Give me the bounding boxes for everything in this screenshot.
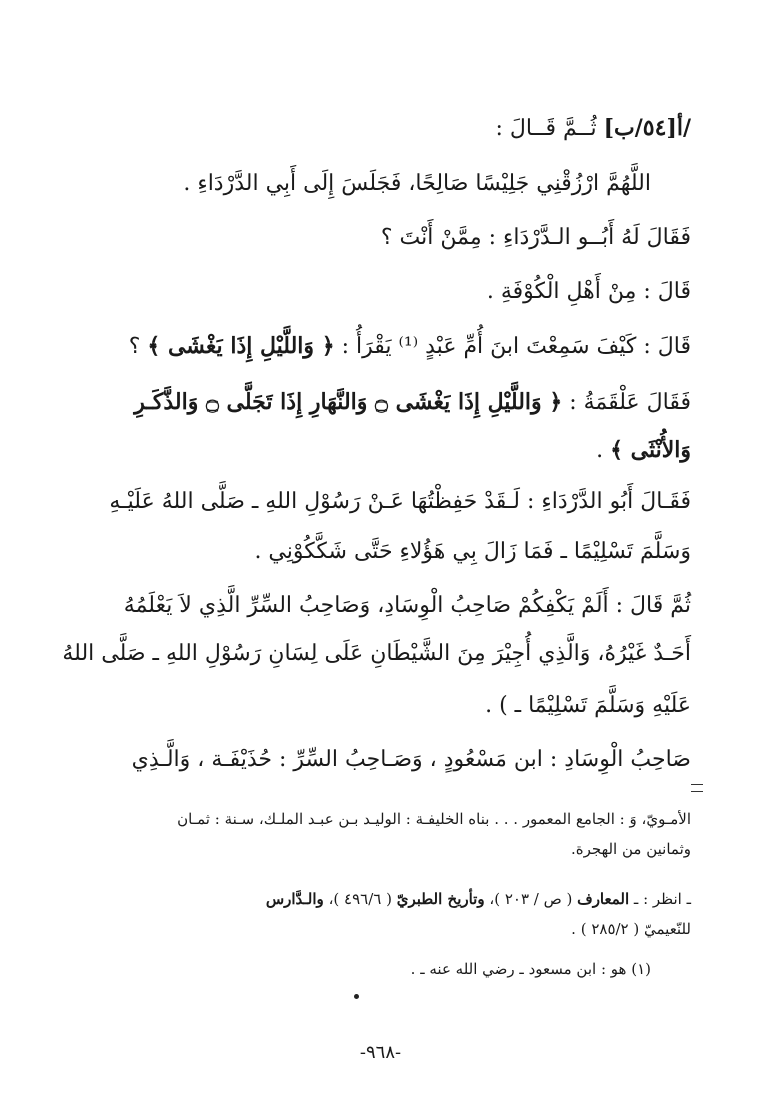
footnote-see: ـ انظر : ـ bbox=[629, 890, 691, 908]
body-line-10: ثُمَّ قَالَ : أَلَمْ يَكْفِكُمْ صَاحِبُ الْوِسَادِ، وَصَاحِبُ السِّرِّ الَّذِي لاَ يَعْلَمُهُ bbox=[123, 593, 691, 618]
source-title: المعارف bbox=[577, 890, 630, 908]
quran-quote: ﴿ وَاللَّيْلِ إِذَا يَغْشَى ۝ وَالنَّهَارِ إِذَا تَجَلَّى ۝ وَالذَّكَـرِ bbox=[134, 389, 563, 415]
body-line-7-end: . bbox=[596, 438, 611, 463]
body-line-6 bbox=[63, 386, 691, 419]
page-number: -٩٦٨- bbox=[359, 1042, 402, 1063]
source-title: والـدَّارس bbox=[265, 890, 324, 908]
source-ref: ( ص / ٢٠٣ )، bbox=[484, 890, 578, 908]
body-line-2: اللَّهُمَّ ارْزُقْنِي جَلِيْسًا صَالِحًا، فَجَلَسَ إِلَى أَبِي الدَّرْدَاءِ . bbox=[183, 171, 651, 196]
footnote-line-1: الأمـويّ، وَ : الجامع المعمور . . . بناه الخليفـة : الوليـد بـن عبـد الملـك، سـنة : ثمـان bbox=[177, 810, 691, 828]
source-ref: ( ٤٩٦/٦ )، bbox=[323, 890, 397, 908]
footnote-separator bbox=[691, 784, 703, 792]
quran-quote: وَالأُنْثَى ﴾ bbox=[610, 437, 691, 463]
stray-dot bbox=[354, 994, 359, 999]
body-line-5-end: ؟ bbox=[128, 334, 148, 359]
quran-quote: ﴿ وَاللَّيْلِ إِذَا يَغْشَى ﴾ bbox=[147, 333, 335, 359]
body-line-3: فَقَالَ لَهُ أَبُــو الـدَّرْدَاءِ : مِمَّنْ أَنْتَ ؟ bbox=[380, 225, 691, 250]
footnote-line-5: (١) هو : ابن مسعود ـ رضي الله عنه ـ . bbox=[410, 960, 651, 978]
body-line-13: صَاحِبُ الْوِسَادِ : ابن مَسْعُودٍ ، وَصَـاحِبُ السِّرِّ : حُذَيْفَـة ، وَالَّـذِي bbox=[131, 747, 691, 772]
body-line-8: فَقَـالَ أَبُو الدَّرْدَاءِ : لَـقَدْ حَفِظْتُهَا عَـنْ رَسُوْلِ اللهِ ـ صَلَّى اللهُ عَلَيْـهِ bbox=[109, 489, 691, 514]
body-line-4: قَالَ : مِنْ أَهْلِ الْكُوْفَةِ . bbox=[486, 279, 691, 304]
body-line-5 bbox=[63, 330, 691, 363]
source-title: وتأريخ الطبريّ bbox=[396, 890, 485, 908]
folio-marker: /أ[٥٤/ب] bbox=[603, 115, 691, 141]
body-line-12: عَلَيْهِ وَسَلَّمَ تَسْلِيْمًا ـ ) . bbox=[485, 693, 691, 718]
body-line-9: وَسَلَّمَ تَسْلِيْمًا ـ فَمَا زَالَ بِي هَؤُلاءِ حَتَّى شَكَّكُوْنِي . bbox=[254, 539, 691, 564]
body-line-11: أَحَـدٌ غَيْرُهُ، وَالَّذِي أُجِيْرَ مِنَ الشَّيْطَانِ عَلَى لِسَانِ رَسُوْلِ اللهِ ـ صَلَّى اللهُ bbox=[62, 641, 691, 666]
footnote-line-3 bbox=[63, 888, 691, 910]
body-line-6-text: فَقَالَ عَلْقَمَةُ : bbox=[562, 390, 691, 415]
body-line-5-text: قَالَ : كَيْفَ سَمِعْتَ ابنَ أُمِّ عَبْدٍ ⁽¹⁾ يَقْرَأُ : bbox=[334, 334, 691, 359]
body-line-1 bbox=[63, 112, 691, 145]
body-line-1-text: ثُــمَّ قَــالَ : bbox=[495, 116, 604, 141]
footnote-line-2: وثمانين من الهجرة. bbox=[570, 840, 691, 858]
body-line-7 bbox=[63, 434, 691, 467]
footnote-line-4: للنّعيميّ ( ٢٨٥/٢ ) . bbox=[571, 920, 691, 938]
